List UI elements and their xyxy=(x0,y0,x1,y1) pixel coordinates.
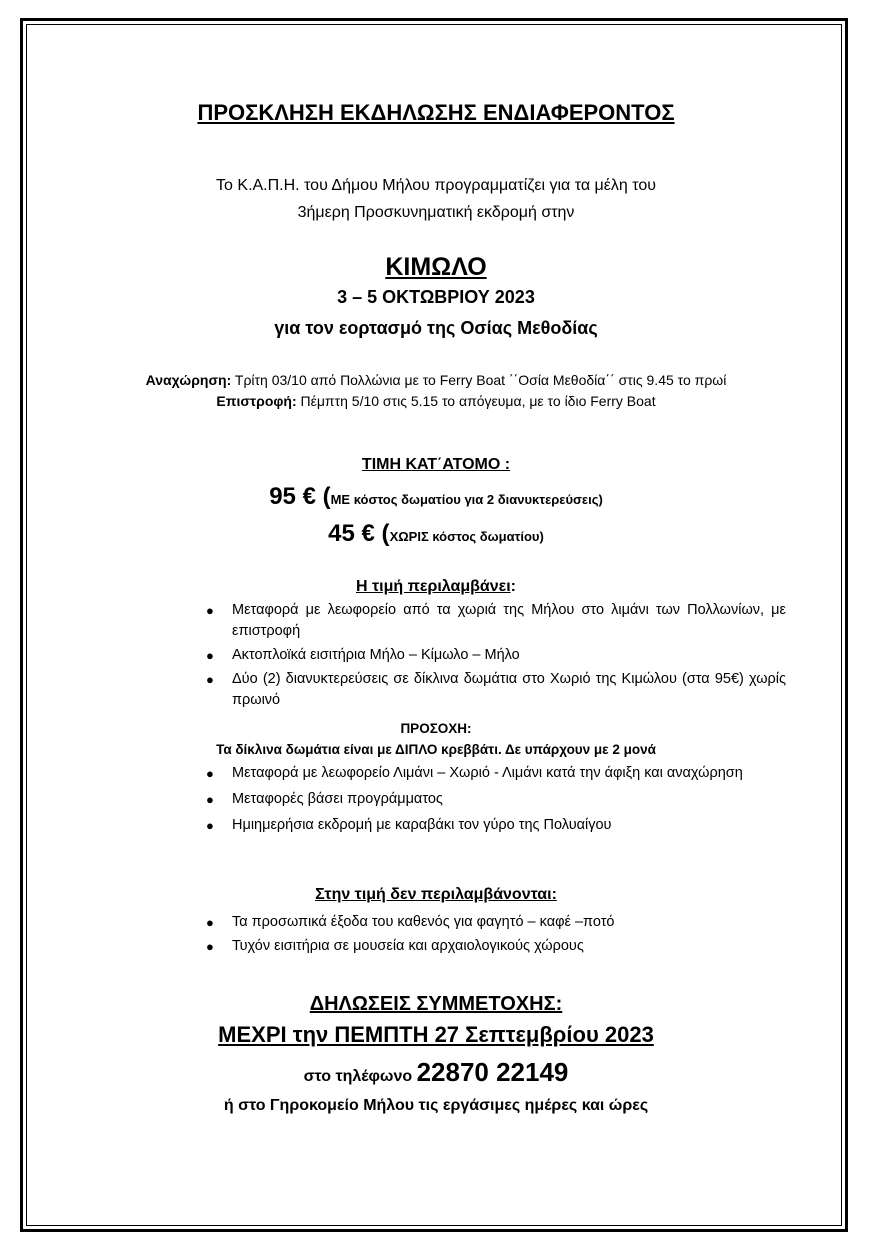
declarations-heading: ΔΗΛΩΣΕΙΣ ΣΥΜΜΕΤΟΧΗΣ: xyxy=(309,993,563,1015)
list-item-text: Ημιημερήσια εκδρομή με καραβάκι τον γύρο της Πολυαίγου xyxy=(232,817,612,833)
bullet-icon: ● xyxy=(206,939,214,954)
list-item xyxy=(200,600,786,642)
contact-phone xyxy=(40,1057,832,1088)
intro-paragraph xyxy=(40,172,832,226)
included-list-a xyxy=(200,600,786,714)
return-line xyxy=(40,391,832,412)
price-with-room-paren: ( xyxy=(315,483,331,510)
price-with-room xyxy=(40,483,832,511)
list-item-text: Μεταφορά με λεωφορείο από τα χωριά της Μήλου στο λιμάνι των Πολλωνίων, με επιστροφή xyxy=(232,602,786,639)
list-item-text: Μεταφορά με λεωφορείο Λιμάνι – Χωριό - Λιμάνι κατά την άφιξη και αναχώρηση xyxy=(232,765,743,781)
list-item-text: Τα προσωπικά έξοδα του καθενός για φαγητό – καφέ –ποτό xyxy=(232,914,615,930)
bullet-icon: ● xyxy=(206,603,214,618)
price-with-room-amount: 95 € xyxy=(269,483,316,510)
list-item-text: Δύο (2) διανυκτερεύσεις σε δίκλινα δωμάτια στο Χωριό της Κιμώλου (στα 95€) χωρίς πρωινό xyxy=(232,671,786,708)
trip-dates: 3 – 5 ΟΚΤΩΒΡΙΟΥ 2023 xyxy=(337,287,535,307)
list-item xyxy=(200,669,786,711)
list-item-text: Τυχόν εισιτήρια σε μουσεία και αρχαιολογικούς χώρους xyxy=(232,938,584,954)
bullet-icon: ● xyxy=(206,818,214,833)
price-without-room-paren: ( xyxy=(374,520,390,547)
phone-label: στο τηλέφωνο xyxy=(303,1068,417,1085)
return-text: Πέμπτη 5/10 στις 5.15 το απόγευμα, με το ίδιο Ferry Boat xyxy=(296,393,656,409)
return-label: Επιστροφή: xyxy=(216,393,297,409)
list-item xyxy=(200,763,786,784)
price-without-room-amount: 45 € xyxy=(328,520,375,547)
bullet-icon: ● xyxy=(206,648,214,663)
price-with-room-note: ΜΕ κόστος δωματίου για 2 διανυκτερεύσεις) xyxy=(330,492,603,507)
attention-text: Τα δίκλινα δωμάτια είναι με ΔΙΠΛΟ κρεββάτι. Δε υπάρχουν με 2 μονά xyxy=(216,742,656,757)
price-without-room xyxy=(40,520,832,548)
departure-line xyxy=(40,370,832,391)
attention-note xyxy=(40,718,832,760)
list-item xyxy=(200,789,786,810)
destination-heading: ΚΙΜΩΛΟ xyxy=(385,253,487,281)
list-item xyxy=(200,645,786,666)
registration-location: ή στο Γηροκομείο Μήλου τις εργάσιμες ημέρες και ώρες xyxy=(223,1097,649,1114)
price-without-room-note: ΧΩΡΙΣ κόστος δωματίου) xyxy=(389,529,544,544)
list-item xyxy=(200,815,786,836)
included-heading xyxy=(40,578,832,596)
list-item-text: Μεταφορές βάσει προγράμματος xyxy=(232,791,443,807)
trip-occasion: για τον εορτασμό της Οσίας Μεθοδίας xyxy=(274,318,598,338)
departure-label: Αναχώρηση: xyxy=(145,372,232,388)
phone-number: 22870 22149 xyxy=(416,1057,569,1087)
list-item xyxy=(200,912,786,933)
registration-deadline: ΜΕΧΡΙ την ΠΕΜΠΤΗ 27 Σεπτεμβρίου 2023 xyxy=(218,1022,654,1047)
attention-label: ΠΡΟΣΟΧΗ: xyxy=(400,721,472,736)
intro-line-1: Το Κ.Α.Π.Η. του Δήμου Μήλου προγραμματίζει για τα μέλη του xyxy=(216,177,656,194)
excluded-heading: Στην τιμή δεν περιλαμβάνονται: xyxy=(315,886,557,903)
bullet-icon: ● xyxy=(206,915,214,930)
list-item xyxy=(200,936,786,957)
bullet-icon: ● xyxy=(206,672,214,687)
excluded-list xyxy=(200,912,786,960)
bullet-icon: ● xyxy=(206,792,214,807)
included-heading-text: Η τιμή περιλαμβάνει xyxy=(356,578,511,595)
trip-schedule xyxy=(40,370,832,412)
list-item-text: Ακτοπλοϊκά εισιτήρια Μήλο – Κίμωλο – Μήλο xyxy=(232,647,520,663)
price-heading: ΤΙΜΗ ΚΑΤ΄ΑΤΟΜΟ : xyxy=(361,456,511,473)
included-heading-colon: : xyxy=(510,578,516,595)
document-title: ΠΡΟΣΚΛΗΣΗ ΕΚΔΗΛΩΣΗΣ ΕΝΔΙΑΦΕΡΟΝΤΟΣ xyxy=(197,100,675,125)
bullet-icon: ● xyxy=(206,766,214,781)
included-list-b xyxy=(200,763,786,841)
intro-line-2: 3ήμερη Προσκυνηματική εκδρομή στην xyxy=(297,204,575,221)
departure-text: Τρίτη 03/10 από Πολλώνια με το Ferry Boat ΄΄Οσία Μεθοδία΄΄ στις 9.45 το πρωί xyxy=(231,372,727,388)
